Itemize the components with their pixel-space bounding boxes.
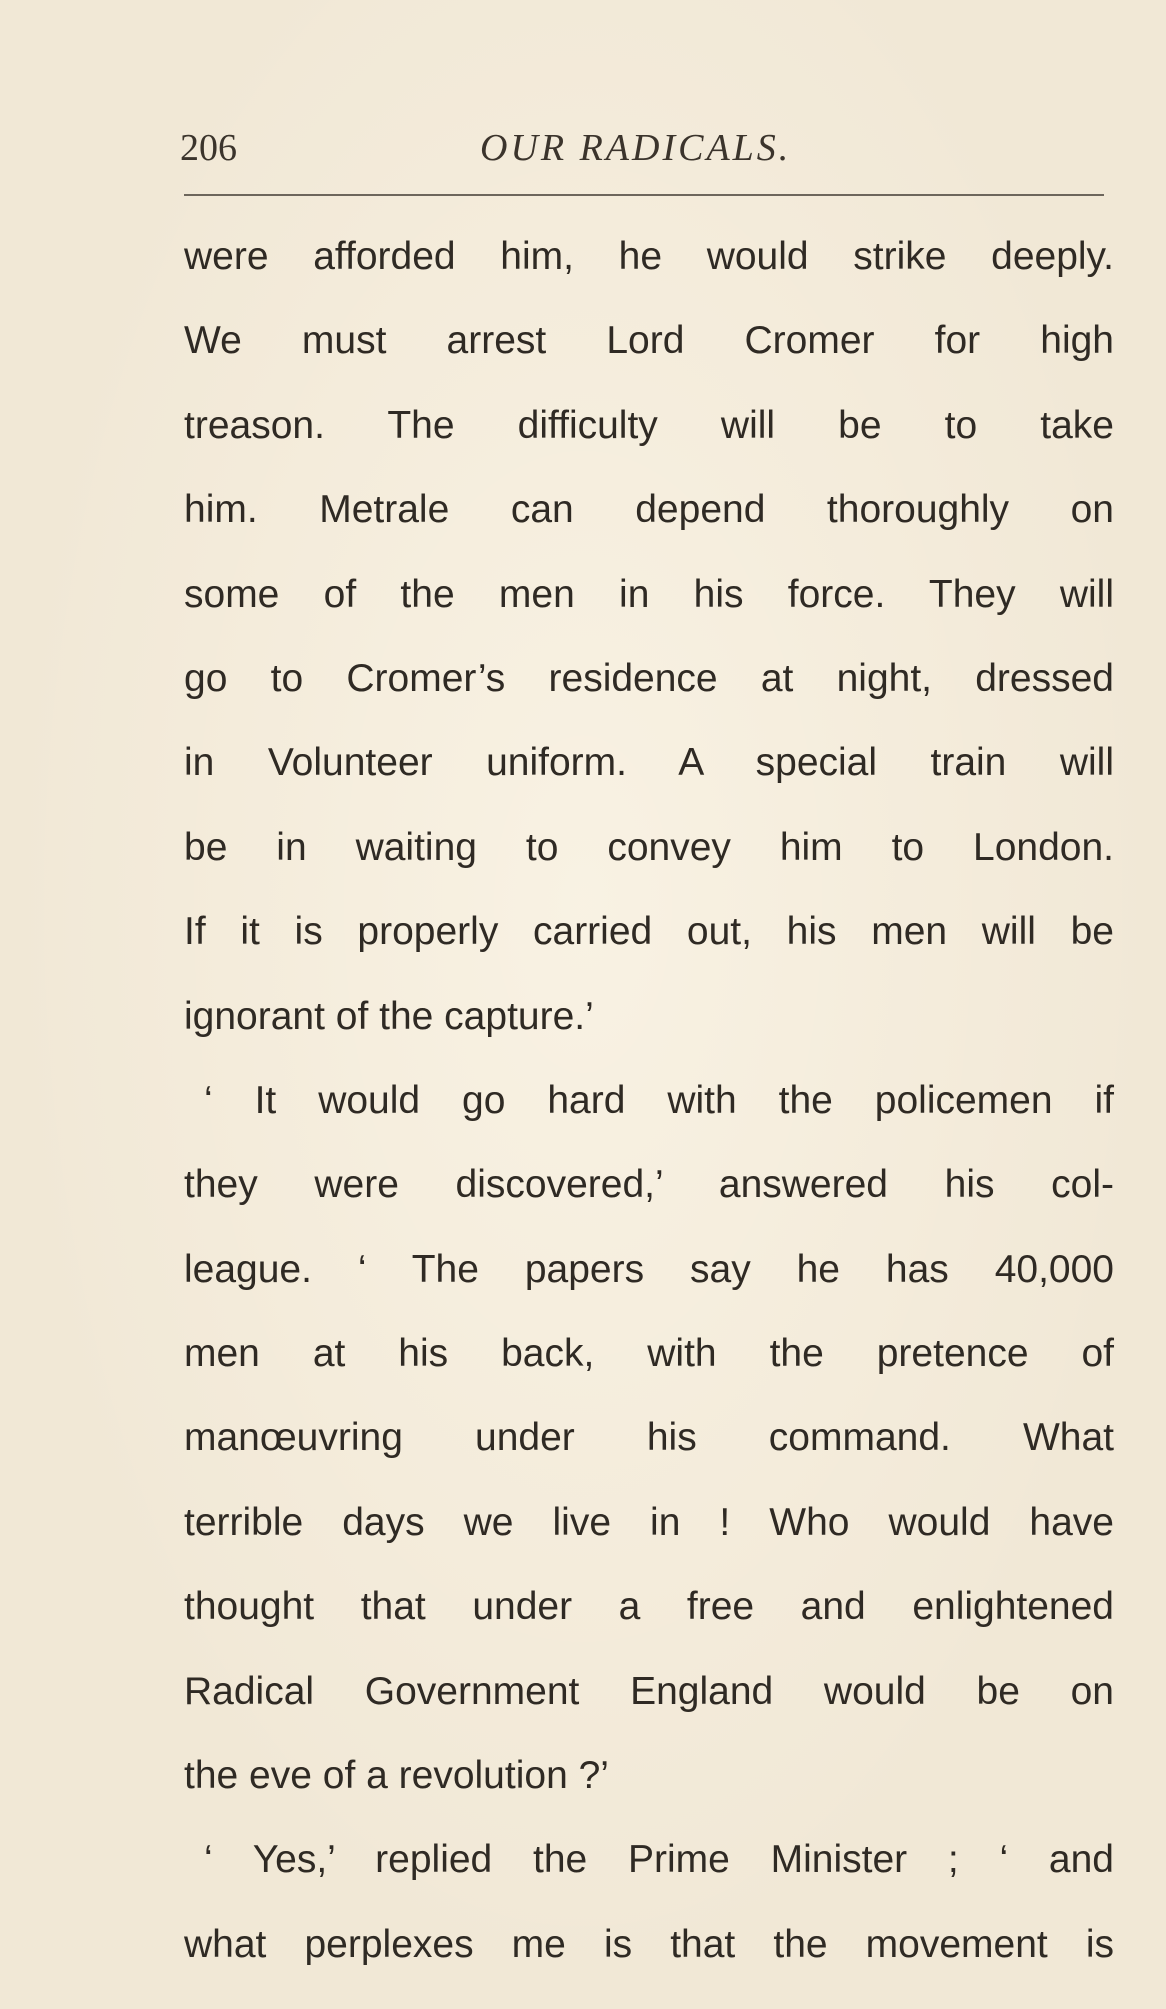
text-line: Radical Government England would be on (184, 1669, 1114, 1713)
text-line: the eve of a revolution ?’ (184, 1754, 609, 1798)
text-line: thought that under a free and enlightened (184, 1585, 1114, 1629)
text-line: go to Cromer’s residence at night, dressed (184, 656, 1114, 700)
text-line: league. ‘ The papers say he has 40,000 (184, 1247, 1114, 1291)
text-line: they were discovered,’ answered his col- (184, 1163, 1114, 1207)
text-line: ‘ It would go hard with the policemen if (204, 1078, 1114, 1122)
text-line: were afforded him, he would strike deeply. (184, 235, 1114, 278)
text-line: some of the men in his force. They will (184, 572, 1114, 616)
text-line: be in waiting to convey him to London. (184, 825, 1114, 869)
text-line: ‘ Yes,’ replied the Prime Minister ; ‘ and (204, 1838, 1114, 1882)
text-line: manœuvring under his command. What (184, 1416, 1114, 1460)
page-header (180, 118, 1100, 178)
text-line: We must arrest Lord Cromer for high (184, 319, 1114, 363)
page-number: 206 (180, 127, 237, 169)
text-line: ignorant of the capture.’ (184, 994, 594, 1038)
text-line: in Volunteer uniform. A special train will (184, 741, 1114, 785)
text-line: him. Metrale can depend thoroughly on (184, 488, 1114, 532)
text-line: men at his back, with the pretence of (184, 1332, 1114, 1376)
text-line: what perplexes me is that the movement is (184, 1922, 1114, 1966)
text-line: If it is properly carried out, his men will be (184, 910, 1114, 954)
text-line: terrible days we live in ! Who would have (184, 1500, 1114, 1544)
running-title: OUR RADICALS. (480, 127, 792, 169)
body-text (184, 215, 1114, 1987)
text-line: treason. The difficulty will be to take (184, 403, 1114, 447)
header-rule (184, 194, 1104, 196)
